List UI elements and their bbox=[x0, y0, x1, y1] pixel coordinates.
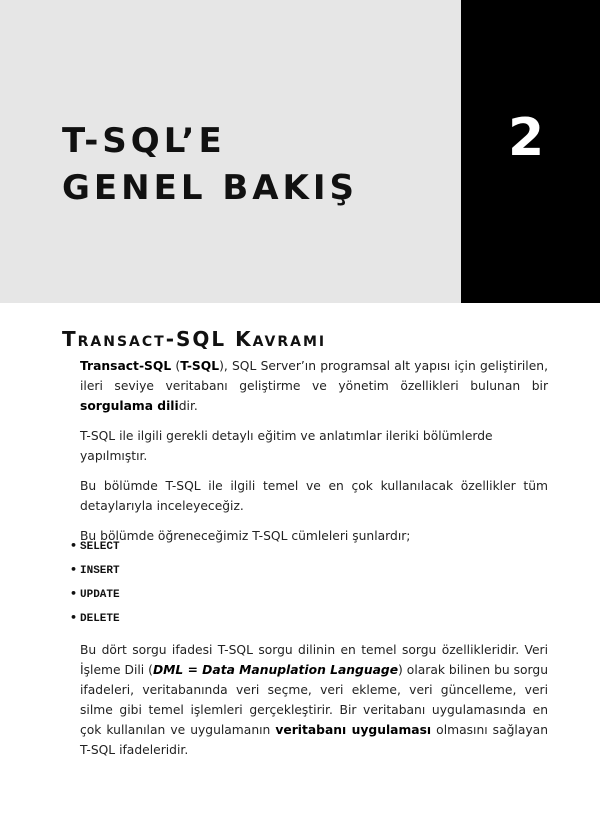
text-fragment: dir. bbox=[178, 399, 198, 413]
chapter-title bbox=[62, 118, 358, 212]
bullet-icon: • bbox=[70, 563, 78, 576]
chapter-title-line-1: T-SQL’E bbox=[62, 121, 226, 161]
term-tsql: T-SQL bbox=[180, 359, 220, 373]
section-heading: Transact-SQL Kavramı bbox=[62, 327, 327, 351]
text-fragment: olmasını sağlayan T-SQL ifadeleridir. bbox=[80, 723, 548, 757]
text-fragment: Bu dört sorgu ifadesi T-SQL sorgu dilinin en temel sorgu özellikleridir. Veri İşleme Dili ( bbox=[80, 643, 548, 677]
paragraph-4: Bu bölümde öğreneceğimiz T-SQL cümleleri şunlardır; bbox=[80, 529, 411, 543]
intro-paragraph bbox=[80, 356, 548, 416]
bullet-icon: • bbox=[70, 611, 78, 624]
term-query-language: sorgulama dili bbox=[80, 399, 179, 413]
term-database-application: veritabanı uygulaması bbox=[275, 723, 432, 737]
statement-list bbox=[70, 534, 120, 630]
term-transact: Transact- bbox=[80, 359, 145, 373]
bullet-icon: • bbox=[70, 587, 78, 600]
bullet-icon: • bbox=[70, 539, 78, 552]
list-item bbox=[70, 606, 120, 630]
statement-select: SELECT bbox=[80, 541, 120, 553]
paragraph-2: T-SQL ile ilgili gerekli detaylı eğitim ve anlatımlar ileriki bölümlerde yapılmıştır. bbox=[80, 429, 493, 463]
text-fragment: ), SQL Server’ın programsal alt yapısı için geliştirilen, ileri seviye veritabanı geliştirme ve yönetim özellikleri bulunan bir bbox=[80, 359, 548, 393]
term-sql: SQL bbox=[144, 359, 172, 373]
list-item bbox=[70, 534, 120, 558]
chapter-number: 2 bbox=[508, 108, 545, 168]
statement-update: UPDATE bbox=[80, 589, 120, 601]
statement-delete: DELETE bbox=[80, 613, 120, 625]
paragraph-5 bbox=[80, 640, 548, 760]
statement-insert: INSERT bbox=[80, 565, 120, 577]
paragraph-3: Bu bölümde T-SQL ile ilgili temel ve en çok kullanılacak özellikler tüm detaylarıyla inceleyeceğiz. bbox=[80, 479, 548, 513]
text-fragment: ( bbox=[171, 359, 181, 373]
text-fragment: ) olarak bilinen bu sorgu ifadeleri, veritabanında veri seçme, veri ekleme, veri güncelleme, veri silme gibi temel işlemleri gerçekleştirir. Bir veritabanı uygulamasında en çok kullanılan ve uygulamanın bbox=[80, 663, 548, 737]
list-item bbox=[70, 558, 120, 582]
term-dml: DML = Data Manuplation Language bbox=[152, 663, 399, 677]
body-text-top bbox=[80, 356, 548, 556]
list-item bbox=[70, 582, 120, 606]
chapter-title-line-2: GENEL BAKIŞ bbox=[62, 168, 359, 208]
